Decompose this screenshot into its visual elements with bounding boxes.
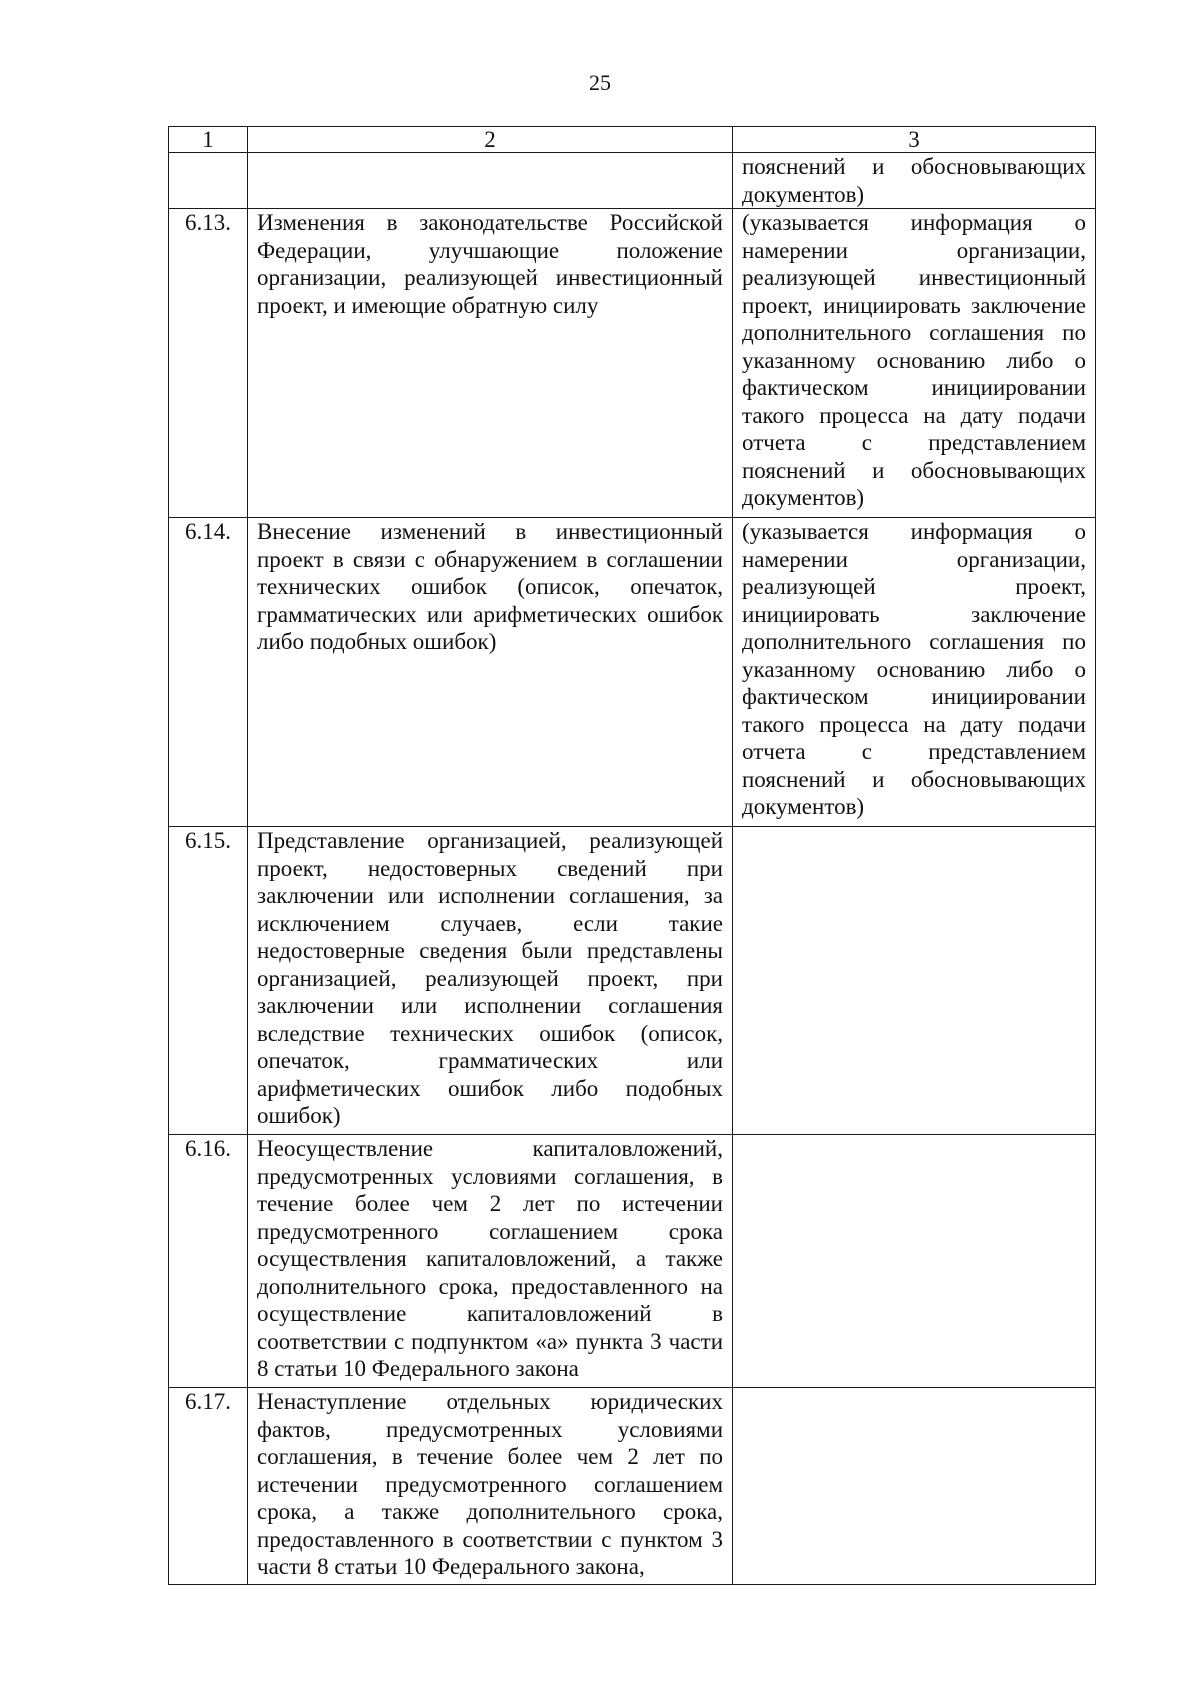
row-number: 6.13. [169, 209, 248, 518]
column-header-3: 3 [733, 127, 1096, 153]
table-row-6-17 [169, 1388, 1096, 1585]
row-note [733, 1388, 1096, 1585]
document-table [168, 126, 1096, 1585]
row-note [733, 1135, 1096, 1388]
row-description: Ненаступление отдельных юридических фактов, предусмотренных условиями соглашения, в течение более чем 2 лет по истечении предусмотренного соглашением срока, а также дополнительного срока, предоставленного в соответствии с пунктом 3 части 8 статьи 10 Федерального закона, [248, 1388, 733, 1585]
table-row-6-15 [169, 827, 1096, 1135]
row-description: Изменения в законодательстве Российской Федерации, улучшающие положение организации, реализующей инвестиционный проект, и имеющие обратную силу [248, 209, 733, 518]
table-row-6-13 [169, 209, 1096, 518]
page-number: 25 [589, 70, 611, 95]
row-note: (указывается информация о намерении организации, реализующей проект, инициировать заключение дополнительного соглашения по указанному основанию либо о фактическом инициировании такого процесса на дату подачи отчета с представлением пояснений и обосновывающих документов) [733, 518, 1096, 827]
row-note: пояснений и обосновывающих документов) [733, 153, 1096, 209]
row-number [169, 153, 248, 209]
row-description: Неосуществление капиталовложений, предусмотренных условиями соглашения, в течение более чем 2 лет по истечении предусмотренного соглашением срока осуществления капиталовложений, а также дополнительного срока, предоставленного на осуществление капиталовложений в соответствии с подпунктом «а» пункта 3 части 8 статьи 10 Федерального закона [248, 1135, 733, 1388]
table-row-continuation [169, 153, 1096, 209]
row-number: 6.17. [169, 1388, 248, 1585]
table-header-row [169, 127, 1096, 153]
column-header-1: 1 [169, 127, 248, 153]
row-note [733, 827, 1096, 1135]
column-header-2: 2 [248, 127, 733, 153]
row-description [248, 153, 733, 209]
row-description: Внесение изменений в инвестиционный проект в связи с обнаружением в соглашении технических ошибок (описок, опечаток, грамматических или арифметических ошибок либо подобных ошибок) [248, 518, 733, 827]
row-number: 6.16. [169, 1135, 248, 1388]
table-row-6-14 [169, 518, 1096, 827]
row-number: 6.14. [169, 518, 248, 827]
row-number: 6.15. [169, 827, 248, 1135]
table-row-6-16 [169, 1135, 1096, 1388]
row-description: Представление организацией, реализующей проект, недостоверных сведений при заключении или исполнении соглашения, за исключением случаев, если такие недостоверные сведения были представлены организацией, реализующей проект, при заключении или исполнении соглашения вследствие технических ошибок (описок, опечаток, грамматических или арифметических ошибок либо подобных ошибок) [248, 827, 733, 1135]
row-note: (указывается информация о намерении организации, реализующей инвестиционный проект, инициировать заключение дополнительного соглашения по указанному основанию либо о фактическом инициировании такого процесса на дату подачи отчета с представлением пояснений и обосновывающих документов) [733, 209, 1096, 518]
